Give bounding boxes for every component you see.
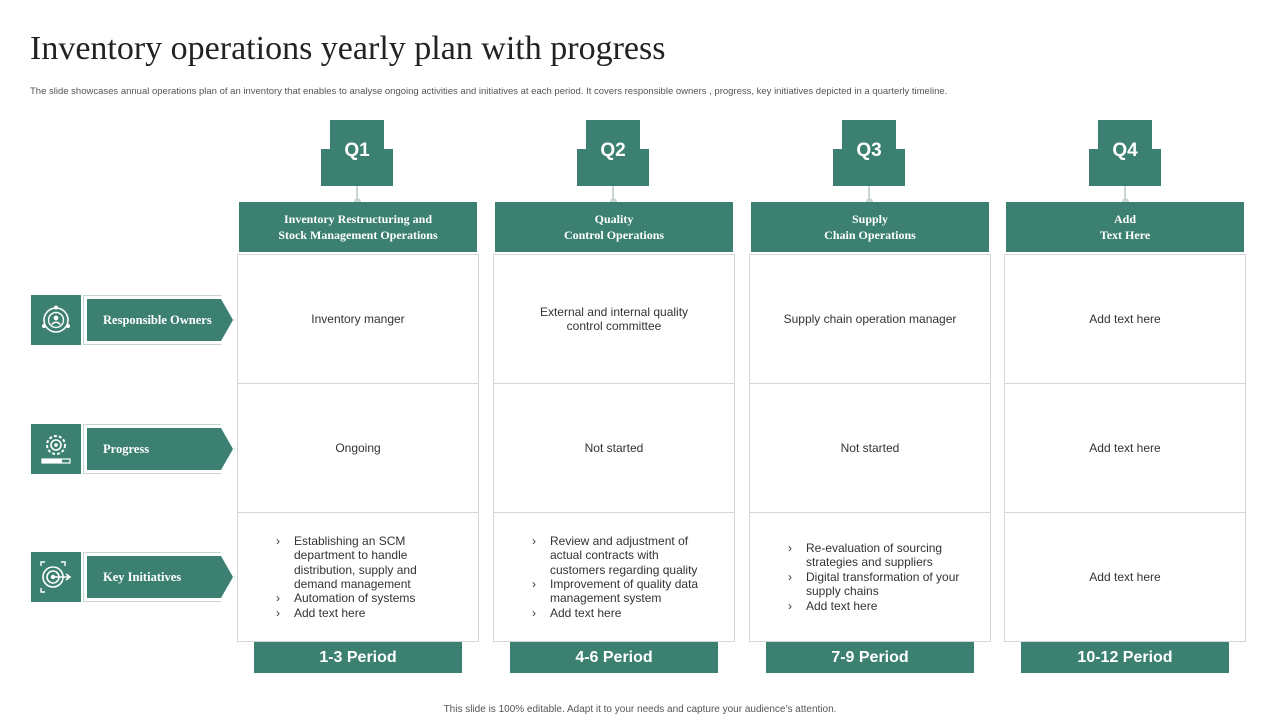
quarter-badge-text: Q1 — [344, 140, 370, 161]
row-label-text: Progress — [103, 441, 150, 456]
list-item: › Re-evaluation of sourcing strategies and suppliers — [788, 541, 960, 570]
header-line: Chain Operations — [824, 228, 916, 242]
list-item: › Add text here — [276, 606, 448, 620]
owner-cell: External and internal quality control committee — [494, 255, 734, 384]
quarter-badge-text: Q3 — [856, 140, 882, 161]
target-arrow-icon — [31, 552, 81, 602]
initiatives-list — [524, 534, 704, 620]
progress-cell: Not started — [494, 384, 734, 513]
initiatives-cell — [494, 513, 734, 641]
gear-progress-icon — [31, 424, 81, 474]
header-line: Stock Management Operations — [278, 228, 438, 242]
owner-cell: Supply chain operation manager — [750, 255, 990, 384]
row-label-responsible-owners — [83, 295, 235, 345]
initiatives-list — [268, 534, 448, 620]
quarter-badge-text: Q4 — [1112, 140, 1138, 161]
progress-cell: Add text here — [1005, 384, 1245, 513]
list-item: › Automation of systems — [276, 591, 448, 605]
initiatives-cell — [238, 513, 478, 641]
period-bar-q1: 1-3 Period — [254, 642, 462, 673]
column-header-q1 — [239, 202, 477, 252]
owner-cell: Inventory manger — [238, 255, 478, 384]
row-label-key-initiatives — [83, 552, 235, 602]
quarter-badge-q2 — [577, 120, 649, 186]
list-item: › Establishing an SCM department to handle distribution, supply and demand management — [276, 534, 448, 592]
period-bar-q3: 7-9 Period — [766, 642, 974, 673]
initiatives-cell — [750, 513, 990, 641]
progress-cell: Not started — [750, 384, 990, 513]
header-line: Add — [1113, 212, 1136, 226]
quarter-badge-q3 — [833, 120, 905, 186]
column-body-q4 — [1004, 254, 1246, 642]
period-bar-q4: 10-12 Period — [1021, 642, 1229, 673]
header-line: Text Here — [1099, 228, 1151, 242]
row-label-text: Key Initiatives — [103, 569, 182, 584]
progress-cell: Ongoing — [238, 384, 478, 513]
column-header-q4 — [1006, 202, 1244, 252]
column-body-q1 — [237, 254, 479, 642]
slide-title: Inventory operations yearly plan with progress — [30, 30, 666, 67]
column-header-q3 — [751, 202, 989, 252]
quarter-badge-text: Q2 — [600, 140, 626, 161]
list-item: › Review and adjustment of actual contracts with customers regarding quality — [532, 534, 704, 577]
period-bar-q2: 4-6 Period — [510, 642, 718, 673]
column-body-q2 — [493, 254, 735, 642]
slide-footer: This slide is 100% editable. Adapt it to your needs and capture your audience’s attention. — [443, 704, 837, 715]
quarter-badge-q1 — [321, 120, 393, 186]
header-line: Quality — [594, 212, 634, 226]
slide-subtitle: The slide showcases annual operations plan of an inventory that enables to analyse ongoing activities and initiatives at each period. It covers responsible owners , progress, key initiatives depicted in a quarterly timeline. — [30, 86, 948, 97]
initiatives-list — [780, 541, 960, 613]
column-header-q2 — [495, 202, 733, 252]
initiatives-cell: Add text here — [1089, 570, 1161, 584]
row-label-text: Responsible Owners — [103, 312, 212, 327]
header-line: Control Operations — [563, 228, 665, 242]
column-body-q3 — [749, 254, 991, 642]
quarter-badge-q4 — [1089, 120, 1161, 186]
list-item: › Digital transformation of your supply chains — [788, 570, 960, 599]
header-line: Supply — [851, 212, 889, 226]
list-item: › Add text here — [532, 606, 704, 620]
list-item: › Add text here — [788, 599, 960, 613]
list-item: › Improvement of quality data management system — [532, 577, 704, 606]
header-line: Inventory Restructuring and — [283, 212, 432, 226]
owner-cell: Add text here — [1005, 255, 1245, 384]
row-label-progress — [83, 424, 235, 474]
user-target-icon — [31, 295, 81, 345]
